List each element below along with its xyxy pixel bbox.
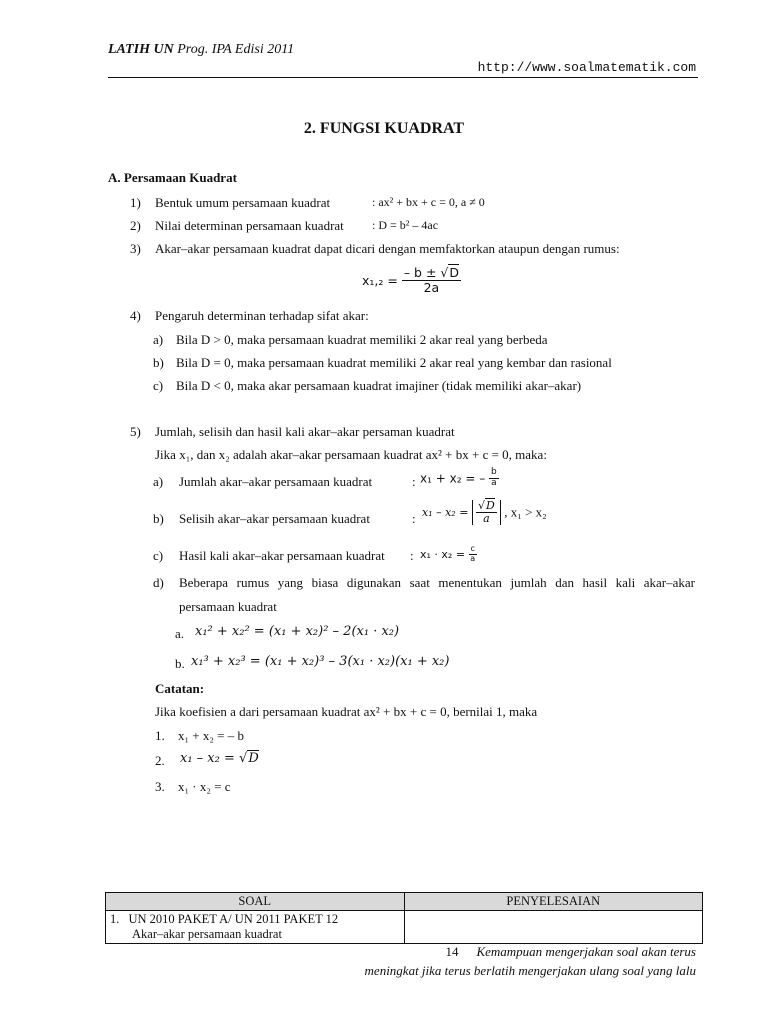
abc-formula-numerator: – b ± (403, 265, 441, 280)
item-4b-text: Bila D = 0, maka persamaan kuadrat memiliki 2 akar real yang kembar dan rasional (176, 355, 612, 370)
difference-formula-radicand: D (485, 499, 495, 512)
note-1-label: 1. (155, 728, 165, 743)
question-1-source: UN 2010 PAKET A/ UN 2011 PAKET 12 (128, 912, 339, 926)
item-4b-label: b) (153, 355, 164, 370)
item-4a-label: a) (153, 332, 164, 347)
header-url[interactable]: http://www.soalmatematik.com (477, 60, 696, 75)
question-1-text: Akar–akar persamaan kuadrat (132, 927, 282, 941)
item-5c-colon: : (410, 548, 414, 563)
item-5d-text-line2: persamaan kuadrat (179, 599, 277, 614)
section-a-heading: A. Persamaan Kuadrat (108, 170, 237, 185)
item-5-text: Jumlah, selisih dan hasil kali akar–akar persaman kuadrat (155, 424, 455, 439)
note-2-label: 2. (155, 753, 165, 768)
item-1-number: 1) (130, 195, 141, 210)
sum-formula-denominator: a (491, 477, 497, 488)
difference-formula-abs (472, 500, 501, 525)
abc-formula (362, 266, 461, 295)
item-4a-text: Bila D > 0, maka persamaan kuadrat memiliki 2 akar real yang berbeda (176, 332, 548, 347)
table-header-penyelesaian: PENYELESAIAN (404, 893, 703, 911)
item-4c-text: Bila D < 0, maka akar persamaan kuadrat imajiner (tidak memiliki akar–akar) (176, 378, 582, 393)
footer-quote-line2: meningkat jika terus berlatih mengerjakan ulang soal yang lalu (364, 963, 696, 978)
item-4-number: 4) (130, 308, 141, 323)
sum-formula-numerator: b (491, 467, 497, 477)
note-intro: Jika koefisien a dari persamaan kuadrat ax² + bx + c = 0, bernilai 1, maka (155, 704, 538, 719)
formula-a-label: a. (175, 626, 185, 641)
header-title-bold: LATIH UN (108, 42, 174, 57)
page-number: 14 (445, 944, 459, 959)
item-5a-colon: : (412, 474, 416, 489)
item-3-number: 3) (130, 241, 141, 256)
sum-formula-fraction (489, 468, 499, 489)
note-2-radicand: D (248, 751, 259, 766)
item-5c-label: c) (153, 548, 164, 563)
note-2-formula: x₁ – x₂ = √D (180, 751, 259, 766)
table-cell-penyelesaian (404, 911, 703, 944)
abc-formula-denominator: 2a (423, 279, 440, 295)
item-5d-label: d) (153, 575, 164, 590)
item-5c-text: Hasil kali akar–akar persamaan kuadrat (179, 548, 385, 563)
item-4-text: Pengaruh determinan terhadap sifat akar: (155, 308, 369, 323)
difference-formula (422, 500, 547, 525)
note-3-label: 3. (155, 779, 165, 794)
table-header-soal: SOAL (106, 893, 405, 911)
table-cell-soal (106, 911, 405, 944)
formula-b-label: b. (175, 656, 185, 671)
item-5d-text-line1: Beberapa rumus yang biasa digunakan saat menentukan jumlah dan hasil kali akar–akar (179, 575, 695, 590)
question-1-line1 (110, 912, 400, 927)
formula-b: x₁³ + x₂³ = (x₁ + x₂)³ – 3(x₁ · x₂)(x₁ + x₂) (191, 654, 450, 669)
product-formula-numerator: c (470, 544, 475, 553)
difference-formula-condition: , x₁ > x₂ (504, 504, 547, 520)
item-3-text: Akar–akar persamaan kuadrat dapat dicari dengan memfaktorkan ataupun dengan rumus: (155, 241, 620, 256)
item-2-text: Nilai determinan persamaan kuadrat (155, 218, 344, 233)
note-2-lhs: x₁ – x₂ = (180, 751, 235, 766)
table-header-row (106, 893, 703, 911)
header-title-rest: Prog. IPA Edisi 2011 (177, 42, 295, 57)
page-title: 2. FUNGSI KUADRAT (303, 120, 465, 137)
header-divider (108, 77, 698, 78)
abc-formula-radicand: D (449, 265, 460, 280)
item-2-number: 2) (130, 218, 141, 233)
item-5b-colon: : (412, 511, 416, 526)
item-5-intro: Jika x₁, dan x₂ adalah akar–akar persamaan kuadrat ax² + bx + c = 0, maka: (155, 447, 547, 462)
exercise-table (105, 892, 703, 944)
formula-a: x₁² + x₂² = (x₁ + x₂)² – 2(x₁ · x₂) (195, 624, 400, 639)
item-5a-text: Jumlah akar–akar persamaan kuadrat (179, 474, 373, 489)
item-1-text: Bentuk umum persamaan kuadrat (155, 195, 331, 210)
abc-formula-lhs: x₁,₂ = (362, 272, 398, 288)
difference-formula-fraction: $\frac{√D}{a}$ (477, 499, 495, 526)
item-5a-label: a) (153, 474, 164, 489)
item-4c-label: c) (153, 378, 164, 393)
header-title (108, 42, 294, 58)
product-formula-lhs: x₁ · x₂ = (420, 547, 466, 561)
table-row (106, 911, 703, 944)
product-formula-fraction (469, 545, 477, 564)
item-5-number: 5) (130, 424, 141, 439)
item-1-formula: : ax² + bx + c = 0, a ≠ 0 (372, 195, 485, 209)
note-1: x₁ + x₂ = – b (178, 728, 244, 743)
footer-quote-line1: Kemampuan mengerjakan soal akan terus (476, 944, 696, 959)
note-3: x₁ · x₂ = c (178, 779, 231, 794)
product-formula (420, 545, 477, 564)
item-5b-text: Selisih akar–akar persamaan kuadrat (179, 511, 370, 526)
sum-formula (420, 468, 499, 489)
question-1-number: 1. (110, 912, 120, 926)
note-heading: Catatan: (155, 681, 205, 696)
difference-formula-denominator: a (483, 512, 490, 526)
item-5b-label: b) (153, 511, 164, 526)
sum-formula-lhs: x₁ + x₂ = – (420, 471, 486, 486)
abc-formula-fraction: $\frac{- b \pm √D}{2a}$ (403, 265, 460, 295)
difference-formula-lhs: x₁ – x₂ = (422, 506, 469, 520)
product-formula-denominator: a (470, 553, 476, 563)
item-2-formula: : D = b² – 4ac (372, 218, 439, 232)
footer-line1 (445, 944, 696, 960)
